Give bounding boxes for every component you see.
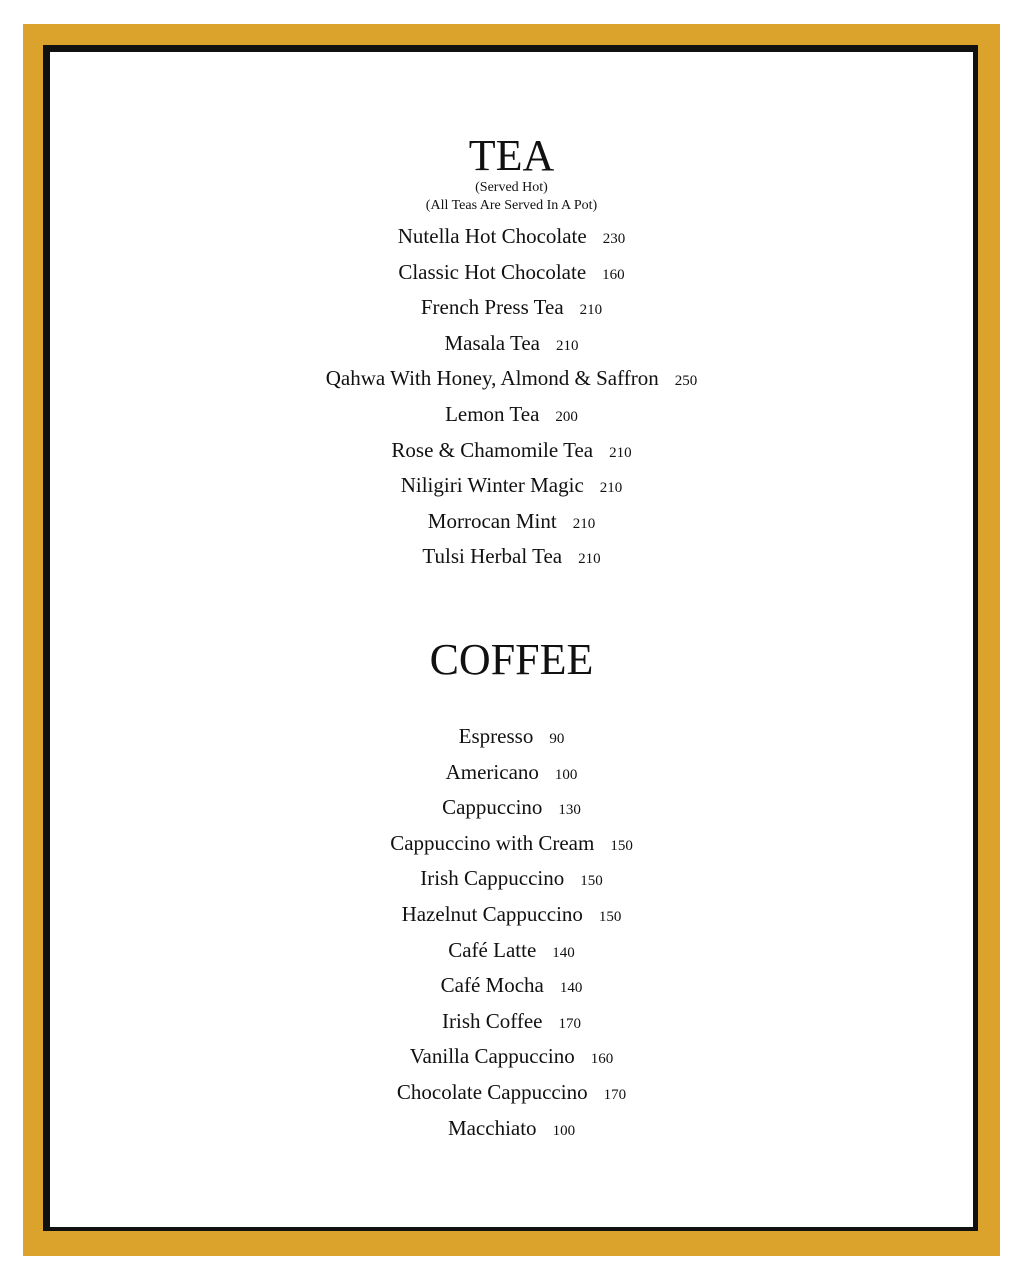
tea-list [0,219,1023,575]
item-name: Rose & Chamomile Tea [391,437,594,462]
item-name: Café Mocha [440,973,544,998]
item-price: 250 [674,373,698,390]
item-name: Classic Hot Chocolate [398,259,587,284]
item-price: 100 [552,1122,576,1139]
menu-item [0,255,1023,291]
item-price: 170 [603,1086,627,1103]
menu-item [0,968,1023,1004]
item-name: Niligiri Winter Magic [400,473,584,498]
item-name: Chocolate Cappuccino [396,1079,588,1104]
item-price: 150 [598,908,622,925]
item-price: 90 [549,731,565,747]
menu-item [0,826,1023,862]
item-price: 210 [579,302,603,319]
menu-item [0,1004,1023,1040]
item-name: Qahwa With Honey, Almond & Saffron [325,366,659,391]
item-price: 160 [590,1051,614,1068]
tea-note-served-hot: (Served Hot) [475,180,548,195]
item-price: 140 [552,944,575,961]
item-price: 230 [602,231,626,247]
coffee-list [0,719,1023,1146]
item-price: 100 [554,766,578,783]
item-name: Nutella Hot Chocolate [397,224,587,248]
item-name: Masala Tea [444,330,540,355]
item-name: Café Latte [448,937,537,962]
menu-item [0,897,1023,933]
menu-item [0,1039,1023,1075]
item-name: Americano [445,759,539,784]
item-name: Macchiato [447,1115,537,1140]
item-name: French Press Tea [420,295,564,320]
item-price: 210 [556,337,579,354]
item-price: 200 [555,408,578,425]
item-name: Cappuccino with Cream [390,830,595,855]
item-name: Vanilla Cappuccino [409,1044,575,1069]
menu-item [0,397,1023,433]
menu-item [0,290,1023,326]
item-price: 140 [559,980,583,997]
item-price: 170 [558,1015,581,1032]
menu-item [0,790,1023,826]
item-price: 130 [558,802,581,819]
tea-heading: TEA [468,131,555,180]
menu-item [0,219,1023,255]
menu-item [0,504,1023,540]
menu-item [0,1075,1023,1111]
item-name: Hazelnut Cappuccino [401,901,583,926]
item-price: 160 [602,266,625,283]
item-price: 150 [580,873,603,890]
item-price: 210 [578,551,601,568]
menu-item [0,433,1023,469]
item-name: Cappuccino [442,795,543,820]
item-price: 150 [610,837,633,854]
menu-item [0,719,1023,755]
menu-item [0,755,1023,791]
item-price: 210 [599,480,623,497]
item-price: 210 [609,444,632,461]
item-name: Lemon Tea [445,401,540,426]
item-price: 210 [572,515,596,532]
menu-item [0,468,1023,504]
item-name: Tulsi Herbal Tea [422,544,563,569]
item-name: Espresso [458,724,534,748]
tea-note-pot: (All Teas Are Served In A Pot) [425,198,598,213]
menu-item [0,1111,1023,1147]
item-name: Morrocan Mint [427,508,557,533]
menu-item [0,361,1023,397]
menu-item [0,861,1023,897]
coffee-heading: COFFEE [429,635,594,684]
item-name: Irish Coffee [442,1008,543,1033]
menu-item [0,539,1023,575]
item-name: Irish Cappuccino [420,866,565,891]
menu-item [0,326,1023,362]
menu-item [0,933,1023,969]
